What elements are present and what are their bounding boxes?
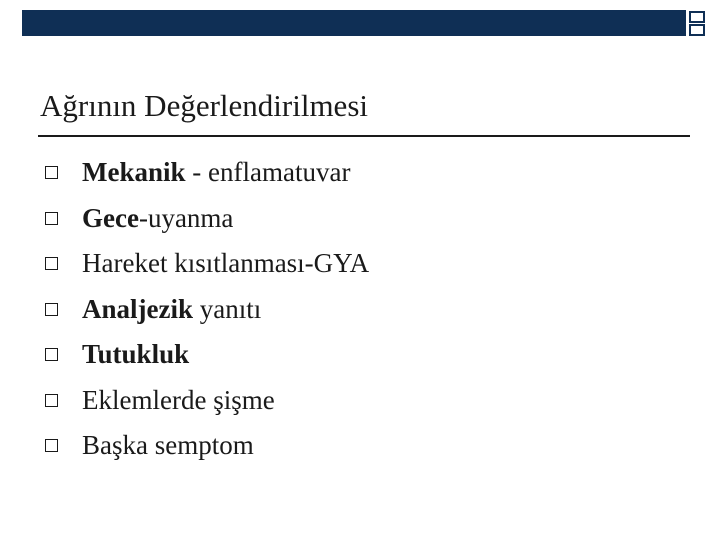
bullet-list	[40, 150, 369, 469]
list-item	[40, 241, 369, 287]
bullet-bold-text: Tutukluk	[82, 339, 190, 370]
bullet-rest-text: Başka semptom	[82, 430, 254, 461]
bullet-rest-text: - enflamatuvar	[185, 157, 351, 188]
bullet-rest-text: Hareket kısıtlanması-GYA	[82, 248, 370, 279]
hollow-square-icon	[45, 439, 58, 452]
list-item	[40, 150, 369, 196]
bullet-text	[82, 157, 350, 188]
header-band	[22, 10, 686, 34]
list-item	[40, 287, 369, 333]
hollow-square-icon	[45, 303, 58, 316]
hollow-square-icon	[45, 212, 58, 225]
bullet-text	[82, 248, 369, 279]
bullet-bold-text: Analjezik	[82, 293, 193, 324]
bullet-rest-text: -uyanma	[138, 202, 234, 233]
hollow-square-icon	[45, 257, 58, 270]
bullet-bold-text: Gece	[82, 202, 139, 233]
list-item	[40, 332, 369, 378]
list-item	[40, 196, 369, 242]
hollow-square-icon	[45, 166, 58, 179]
bullet-bold-text: Mekanik	[82, 157, 186, 188]
bullet-text	[82, 339, 189, 370]
title-rule	[38, 135, 690, 137]
decorative-square-icon	[689, 11, 705, 23]
header-band-underline	[22, 34, 686, 36]
hollow-square-icon	[45, 348, 58, 361]
bullet-text	[82, 203, 233, 234]
bullet-text	[82, 385, 275, 416]
hollow-square-icon	[45, 394, 58, 407]
header-decoration	[687, 9, 707, 37]
list-item	[40, 423, 369, 469]
bullet-text	[82, 294, 261, 325]
bullet-rest-text: Eklemlerde şişme	[82, 384, 275, 415]
list-item	[40, 378, 369, 424]
bullet-rest-text: yanıtı	[193, 293, 262, 324]
slide-title: Ağrının Değerlendirilmesi	[40, 88, 368, 123]
bullet-text	[82, 430, 254, 461]
decorative-square-icon	[689, 24, 705, 36]
